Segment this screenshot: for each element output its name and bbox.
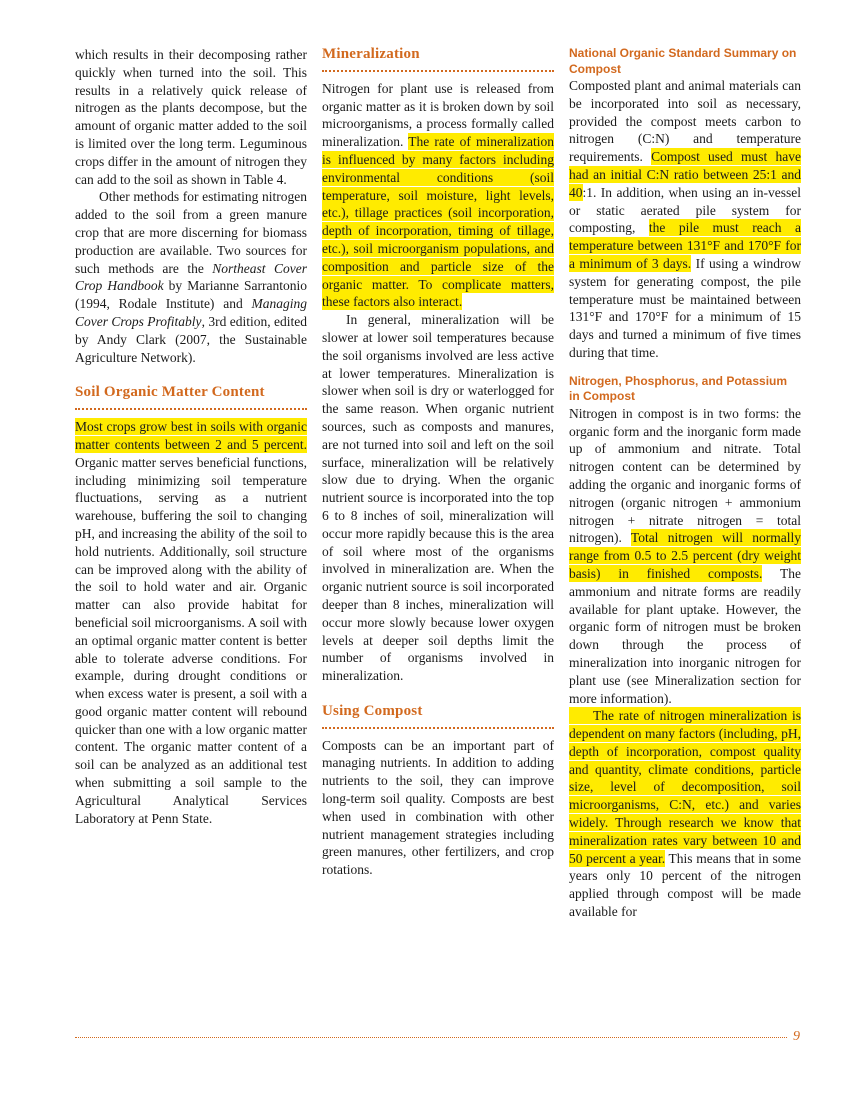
subsection-heading: National Organic Standard Summary on Compost: [569, 46, 797, 76]
paragraph: [75, 188, 307, 366]
highlighted-text: the pile must reach a temperature between 131°F and 170°F for a minimum of 3 days.: [569, 220, 801, 271]
paragraph: which results in their decomposing rather quickly when turned into the soil. This results in a relatively quick release of nitrogen as the plants decompose, but the amount of organic matter added to the soil is limited over the long term. Leguminous crops differ in the amount of nitrogen they can add to the soil as shown in Table 4.: [75, 47, 307, 187]
footer-rule: [75, 1037, 787, 1038]
column-2: [322, 46, 554, 879]
text-run: , 3rd edition, edited by Andy Clark (2007, the Sustainable Agriculture Network).: [75, 313, 307, 365]
highlighted-text: Most crops grow best in soils with organic matter contents between 2 and 5 percent.: [75, 419, 307, 452]
highlighted-text: Compost used must have had an initial C:N ratio between 25:1 and 40: [569, 149, 801, 200]
text-run: The ammonium and nitrate forms are readily available for plant uptake. However, the organic form of nitrogen must be broken down through the process of mineralization into inorganic nitrogen for plant use (see Mineralization section for more information).: [569, 565, 801, 706]
page-footer: [75, 1030, 800, 1044]
text-run: Nitrogen for plant use is released from organic matter as it is broken down by soil microorganisms, a process formally called mineralization.: [322, 80, 554, 150]
subsection-heading: Nitrogen, Phosphorus, and Potassium in Compost: [569, 373, 788, 404]
highlighted-text: The rate of nitrogen mineralization is dependent on many factors (including, pH, depth of incorporation, compost quality and quantity, climate conditions, particle size, level of decomposition, soil microorganisms, C:N, etc.) and varies widely. Through research we know that mineralization rates vary between 10 and 50 percent a year.: [569, 708, 801, 866]
page-number: 9: [793, 1029, 800, 1044]
text-run: Nitrogen in compost is in two forms: the organic form and the inorganic form made up of ammonium and nitrate. Total nitrogen content can be determined by adding the organic and inorganic forms of nitrogen (organic nitrogen + ammonium nitrogen + nitrate nitrogen = total nitrogen).: [569, 405, 801, 546]
paragraph: [569, 707, 801, 921]
column-1: [75, 46, 307, 827]
paragraph: [75, 418, 307, 827]
book-title: Northeast Cover Crop Handbook: [75, 260, 308, 294]
paragraph: In general, mineralization will be slower at lower soil temperatures because the soil organisms involved are less active at lower temperatures. Mineralization is slower when soil is dry or waterlogged for the same reason. When organic nutrient sources, such as composts and manures, are not turned into soil and left on the soil surface, mineralization will be relatively slow due to drying. When the organic nutrient source is incorporated into the top 6 to 8 inches of soil, mineralization will occur more rapidly because this is the area of soil where most of the organisms involved in mineralization are. When the organic nutrient source is soil incorporated deeper than 8 inches, mineralization will occur more slowly because lower oxygen levels at deeper soil depths limit the number of organisms involved in mineralization.: [322, 312, 554, 684]
paragraph: [569, 77, 801, 362]
text-run: :1. In addition, when using an in-vessel or static aerated pile system for composting,: [569, 184, 801, 236]
indent-highlight: [569, 707, 593, 724]
highlighted-text: Total nitrogen will normally range from 0.5 to 2.5 percent (dry weight basis) in finished composts.: [569, 530, 801, 581]
section-heading: Soil Organic Matter Content: [75, 384, 307, 410]
section-heading: Using Compost: [322, 703, 554, 729]
text-run: by Marianne Sarrantonio (1994, Rodale Institute) and: [75, 278, 307, 312]
paragraph: [322, 80, 554, 311]
text-run: If using a windrow system for generating compost, the pile temperature must be maintained between 131°F and 170°F for a minimum of 15 days and turned a minimum of five times during that time.: [569, 255, 801, 360]
section-heading: Mineralization: [322, 46, 554, 72]
text-run: This means that in some years only 10 percent of the nitrogen applied through compost will be made available for: [569, 850, 801, 920]
text-run: Organic matter serves beneficial functions, including minimizing soil temperature fluctuations, serving as a nutrient warehouse, buffering the soil to changing pH, and increasing the ability of the soil to hold nutrients. Additionally, soil structure can be improved along with the ability of the soil to hold water and air. Organic matter can also provide habitat for beneficial soil microorganisms. A soil with an optimal organic matter content is better able to tolerate adverse conditions. For example, during drought conditions or when excess water is present, a soil with a good organic matter content will rebound quicker than one with a low organic matter content. The organic matter content of a soil can be analyzed as an additional test when submitting a soil sample to the Agricultural Analytical Services Laboratory at Penn State.: [75, 454, 307, 826]
highlighted-text: The rate of mineralization is influenced by many factors including environmental conditions (soil temperature, soil moisture, light levels, etc.), tillage practices (soil incorporation, depth of incorporation, timing of tillage, etc.), soil microorganism populations, and composition and particle size of the organic matter. To complicate matters, these factors also interact.: [322, 134, 554, 310]
text-run: Composted plant and animal materials can be incorporated into soil as necessary, provided the compost meets carbon to nitrogen (C:N) and temperature requirements.: [569, 78, 801, 165]
paragraph: [569, 405, 801, 708]
book-title: Managing Cover Crops Profitably: [75, 296, 307, 329]
paragraph: Composts can be an important part of managing nutrients. In addition to adding nutrients to the soil, they can improve long-term soil quality. Composts are best when used in combination with other nutrient management strategies including green manures, other fertilizers, and crop rotations.: [322, 737, 554, 878]
text-run: Other methods for estimating nitrogen added to the soil from a green manure crop that are more discerning for biomass production are available. Two sources for such methods are the: [75, 189, 307, 276]
column-3: [569, 46, 801, 921]
